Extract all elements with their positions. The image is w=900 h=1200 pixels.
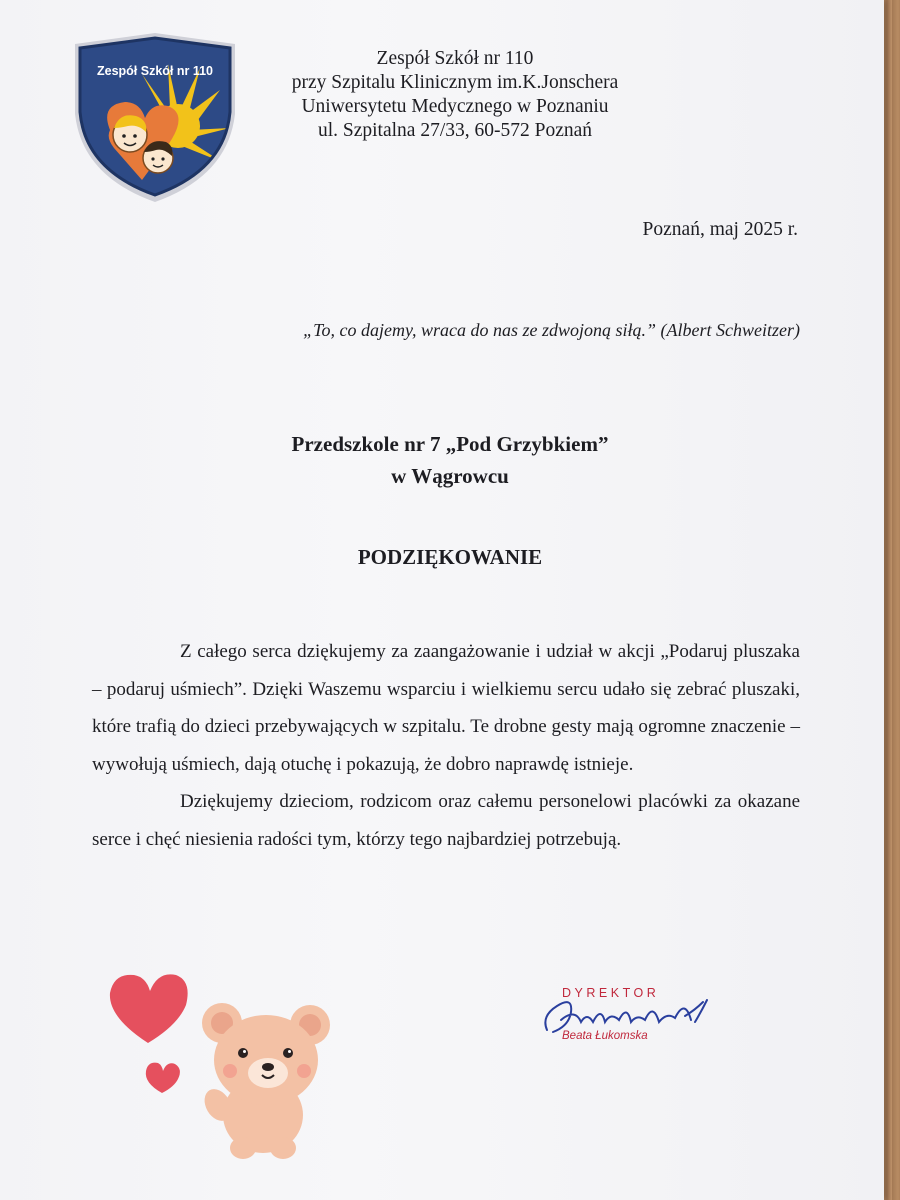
recipient-line-2: w Wągrowcu <box>391 464 509 488</box>
signature-title: DYREKTOR <box>562 986 660 1000</box>
decoration <box>100 965 340 1165</box>
recipient <box>150 428 750 492</box>
letterhead-line-2: przy Szpitalu Klinicznym im.K.Jonschera <box>291 72 619 93</box>
recipient-line-1: Przedszkole nr 7 „Pod Grzybkiem” <box>291 432 609 456</box>
letterhead <box>240 47 670 143</box>
letterhead-line-1: Zespół Szkół nr 110 <box>376 48 534 69</box>
signature-name: Beata Łukomska <box>562 1030 648 1042</box>
letterhead-line-4: ul. Szpitalna 27/33, 60-572 Poznań <box>317 120 593 141</box>
director-signature-block <box>535 982 725 1052</box>
letter-date: Poznań, maj 2025 r. <box>642 219 798 240</box>
epigraph-quote: „To, co dajemy, wraca do nas ze zdwojoną siłą.” (Albert Schweitzer) <box>303 320 800 340</box>
body-paragraph-1: Z całego serca dziękujemy za zaangażowanie i udział w akcji „Podaruj pluszaka – podaruj uśmiech”. Dzięki Waszemu wsparciu i wielkiemu sercu udało się zebrać pluszaki, które trafią do dzieci przebywających w szpitalu. Te drobne gesty mają ogromne znaczenie – wywołują uśmiech, dają otuchę i pokazują, że dobro naprawdę istnieje. <box>92 641 800 775</box>
heart-icon <box>146 1063 180 1093</box>
teddy-bear-icon <box>199 1003 330 1159</box>
school-crest-logo <box>70 30 240 205</box>
body-paragraph-2: Dziękujemy dzieciom, rodzicom oraz całemu personelowi placówki za okazane serce i chęć niesienia radości tym, którzy tego najbardziej potrzebują. <box>92 791 800 850</box>
letter-body <box>92 633 800 858</box>
letter-title: PODZIĘKOWANIE <box>357 545 543 569</box>
letterhead-line-3: Uniwersytetu Medycznego w Poznaniu <box>301 96 609 117</box>
heart-icon <box>110 974 188 1043</box>
crest-text: Zespół Szkół nr 110 <box>96 64 214 78</box>
